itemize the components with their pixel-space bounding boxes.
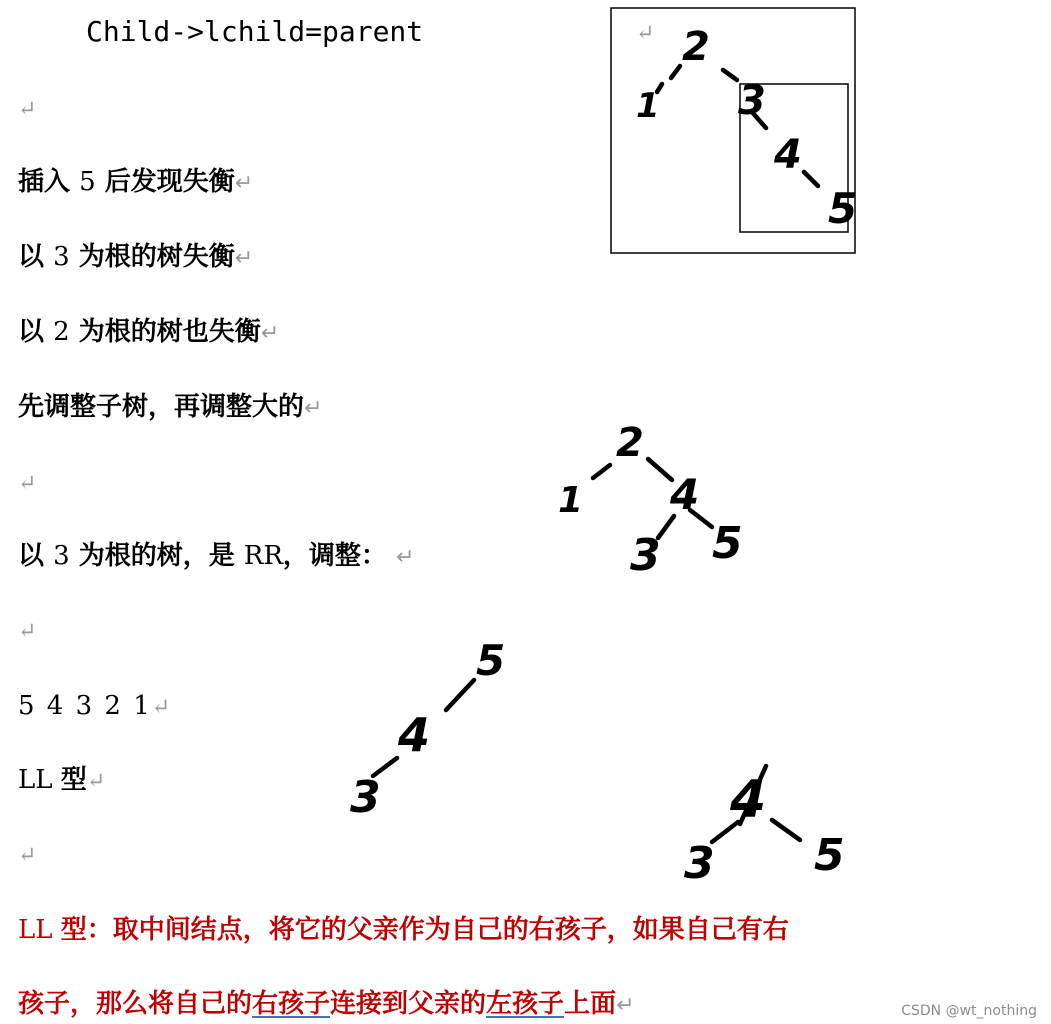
node-3: 3 — [350, 772, 381, 823]
node-3: 3 — [630, 530, 661, 581]
watermark: CSDN @wt_nothing — [901, 1003, 1037, 1019]
paragraph-mark: ↵ — [636, 21, 655, 46]
node-5: 5 — [828, 184, 858, 233]
node-1: 1 — [558, 480, 584, 521]
node-4: 4 — [730, 770, 767, 830]
text-ll-rule-1: LL 型：取中间结点，将它的父亲作为自己的右孩子，如果自己有右 — [18, 915, 789, 945]
node-5: 5 — [814, 830, 845, 881]
empty-paragraph: ↵ — [18, 619, 37, 644]
node-2: 2 — [682, 24, 710, 70]
node-1: 1 — [636, 86, 660, 126]
node-4: 4 — [774, 132, 802, 178]
node-2: 2 — [616, 420, 644, 466]
text-ll-rule-2: 孩子，那么将自己的右孩子连接到父亲的左孩子上面↵ — [18, 989, 635, 1019]
node-3: 3 — [684, 838, 715, 889]
empty-paragraph: ↵ — [18, 843, 37, 868]
text-ll-type: LL 型↵ — [18, 765, 106, 795]
empty-paragraph: ↵ — [18, 97, 37, 122]
node-5: 5 — [712, 518, 743, 569]
text-insert-5: 插入 5 后发现失衡↵ — [18, 167, 254, 197]
text-root2-unbalanced: 以 2 为根的树也失衡↵ — [18, 317, 280, 347]
text-adjust-order: 先调整子树，再调整大的↵ — [18, 392, 323, 422]
text-sequence: 5 4 3 2 1↵ — [18, 691, 173, 721]
empty-paragraph: ↵ — [18, 471, 37, 496]
text-rr-adjust: 以 3 为根的树，是 RR，调整： ↵ — [18, 541, 415, 571]
text-root3-unbalanced: 以 3 为根的树失衡↵ — [18, 242, 254, 272]
node-5: 5 — [476, 636, 506, 685]
code-line: Child->lchild=parent — [86, 15, 424, 48]
node-4: 4 — [398, 708, 431, 762]
node-3: 3 — [738, 78, 766, 124]
node-4: 4 — [670, 470, 700, 519]
